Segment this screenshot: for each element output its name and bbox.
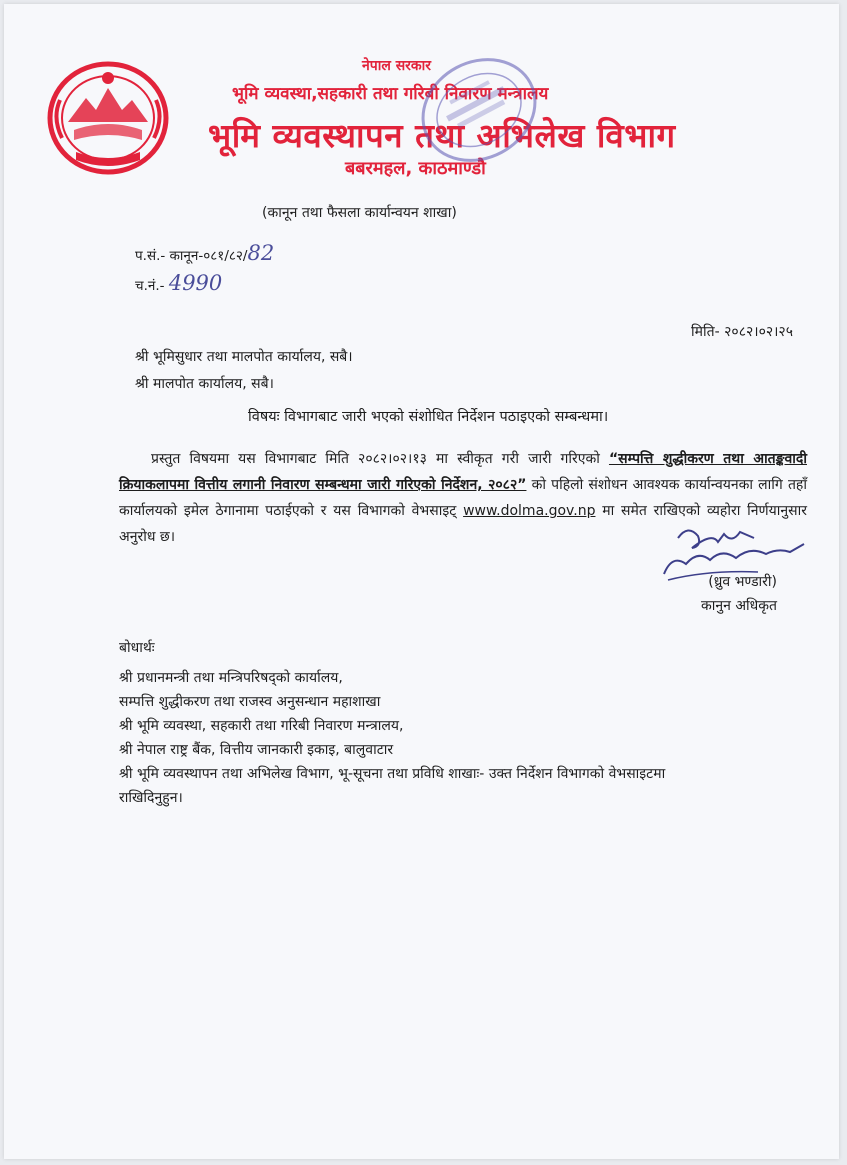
copy-to-line: राखिदिनुहुन। — [119, 790, 183, 806]
dispatch-number-handwritten: 4990 — [168, 271, 223, 295]
section-name: (कानून तथा फैसला कार्यान्वयन शाखा) — [262, 205, 457, 221]
letter-date: मिति- २०८२।०२।२५ — [691, 324, 793, 340]
reference-number — [135, 240, 274, 270]
reference-number-handwritten: 82 — [247, 241, 275, 265]
signer-name: (ध्रुव भण्डारी) — [708, 574, 777, 590]
copy-to-line: श्री नेपाल राष्ट्र बैंक, वित्तीय जानकारी इकाइ, बालुवाटार — [119, 742, 394, 758]
signer-title: कानुन अधिकृत — [700, 598, 777, 614]
copy-to-block — [119, 636, 819, 810]
office-location: बबरमहल, काठमाण्डौ — [345, 158, 486, 179]
dispatch-number-label: च.नं.- — [135, 278, 165, 294]
nepal-emblem-icon — [46, 60, 170, 176]
signer-block — [701, 570, 777, 618]
addressee-line: श्री मालपोत कार्यालय, सबै। — [135, 376, 274, 392]
dispatch-number — [135, 270, 274, 300]
copy-to-heading: बोधार्थः — [119, 640, 155, 656]
letter-subject: विषयः विभागबाट जारी भएको संशोधित निर्देशन पठाइएको सम्बन्धमा। — [248, 409, 609, 425]
copy-to-line: श्री प्रधानमन्त्री तथा मन्त्रिपरिषद्को कार्यालय, — [119, 670, 343, 686]
reference-number-label: प.सं.- कानून-०८१/८२/ — [135, 248, 248, 264]
reference-block — [135, 240, 274, 300]
body-text-part: को पहिलो संशोधन आवश्यक कार्यान्वयनका लागि तहाँ कार्यालयको इमेल ठेगानामा पठाईएको र यस विभागको वेभसाइट् — [119, 477, 807, 519]
department-name: भूमि व्यवस्थापन तथा अभिलेख विभाग — [208, 116, 676, 155]
government-name: नेपाल सरकार — [362, 58, 432, 74]
copy-to-line: श्री भूमि व्यवस्थापन तथा अभिलेख विभाग, भू-सूचना तथा प्रविधि शाखाः- उक्त निर्देशन विभागको वेभसाइटमा — [119, 766, 666, 782]
letter-page — [4, 4, 839, 1159]
ministry-name: भूमि व्यवस्था,सहकारी तथा गरिबी निवारण मन्त्रालय — [232, 84, 549, 104]
body-text-part: प्रस्तुत विषयमा यस विभागबाट मिति २०८२।०२।१३ मा स्वीकृत गरी जारी गरिएको — [151, 451, 609, 467]
body-text-part: मा समेत राखिएको व्यहोरा निर्णयानुसार अनुरोध छ। — [119, 503, 807, 545]
addressee-block — [135, 344, 353, 398]
website-link[interactable]: www.dolma.gov.np — [463, 503, 596, 519]
copy-to-line: सम्पत्ति शुद्धीकरण तथा राजस्व अनुसन्धान महाशाखा — [119, 694, 381, 710]
copy-to-line: श्री भूमि व्यवस्था, सहकारी तथा गरिबी निवारण मन्त्रालय, — [119, 718, 404, 734]
addressee-line: श्री भूमिसुधार तथा मालपोत कार्यालय, सबै। — [135, 349, 353, 365]
letter-body — [119, 446, 807, 550]
directive-title: “सम्पत्ति शुद्धीकरण तथा आतङ्कवादी क्रियाकलापमा वित्तीय लगानी निवारण सम्बन्धमा जारी गरिएको निर्देशन, २०८२” — [119, 451, 807, 493]
